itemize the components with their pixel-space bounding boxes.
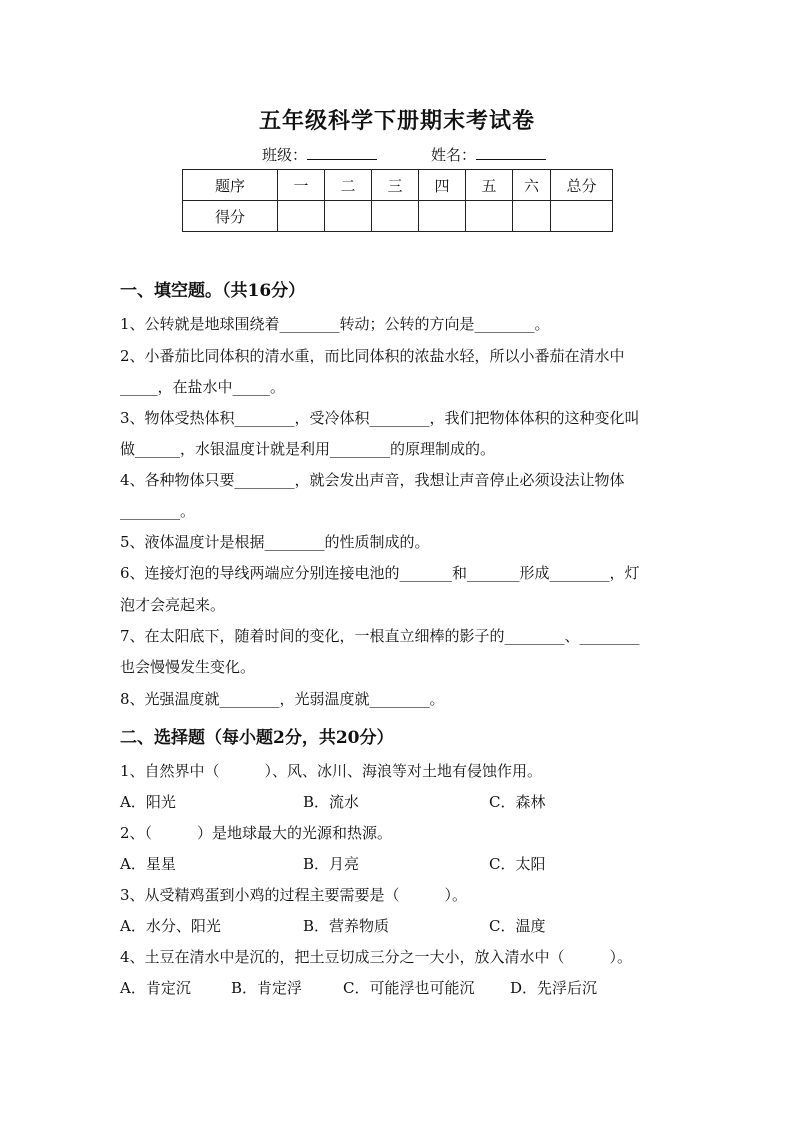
question-stem: 1、自然界中（ ）、风、冰川、海浪等对土地有侵蚀作用。: [120, 762, 543, 780]
question-stem: 3、从受精鸡蛋到小鸡的过程主要需要是（ ）。: [120, 886, 468, 904]
score-cell: 四: [419, 170, 466, 201]
question-line: 6、连接灯泡的导线两端应分别连接电池的_______和_______形成________，灯: [120, 564, 640, 582]
question-line: 8、光强温度就________，光弱温度就________。: [120, 690, 445, 708]
question-line: 5、液体温度计是根据________的性质制成的。: [120, 533, 430, 551]
class-blank[interactable]: [307, 147, 377, 160]
score-table: [182, 169, 613, 232]
option-c[interactable]: C．可能浮也可能沉: [343, 979, 475, 997]
option-a[interactable]: A．肯定沉: [120, 979, 191, 997]
score-input-cell[interactable]: [372, 201, 419, 232]
score-input-cell[interactable]: [419, 201, 466, 232]
option-c[interactable]: C．森林: [489, 793, 546, 811]
score-cell: 总分: [551, 170, 613, 201]
score-table-header-row: [183, 170, 613, 201]
option-a[interactable]: A．水分、阳光: [120, 917, 221, 935]
option-c[interactable]: C．太阳: [489, 855, 546, 873]
class-label: 班级：: [262, 146, 308, 164]
question-line: 4、各种物体只要________，就会发出声音，我想让声音停止必须设法让物体: [120, 471, 625, 489]
question-line: _____，在盐水中_____。: [120, 378, 286, 396]
score-cell: 题序: [183, 170, 278, 201]
score-cell: 五: [466, 170, 513, 201]
score-input-cell[interactable]: [513, 201, 551, 232]
name-blank[interactable]: [476, 147, 546, 160]
score-input-cell[interactable]: [325, 201, 372, 232]
score-cell: 一: [278, 170, 325, 201]
option-b[interactable]: B．月亮: [303, 855, 360, 873]
page-title: 五年级科学下册期末考试卷: [258, 108, 535, 134]
name-label: 姓名：: [431, 146, 477, 164]
name-field: [431, 144, 546, 165]
score-table-score-row: [183, 201, 613, 232]
option-c[interactable]: C．温度: [489, 917, 546, 935]
score-cell: 得分: [183, 201, 278, 232]
question-line: 做______，水银温度计就是利用________的原理制成的。: [120, 440, 496, 458]
option-b[interactable]: B．营养物质: [303, 917, 390, 935]
score-cell: 二: [325, 170, 372, 201]
score-cell: 三: [372, 170, 419, 201]
score-input-cell[interactable]: [278, 201, 325, 232]
question-line: 3、物体受热体积________，受冷体积________，我们把物体体积的这种变化叫: [120, 409, 640, 427]
option-a[interactable]: A．星星: [120, 855, 176, 873]
question-stem: 4、土豆在清水中是沉的，把土豆切成三分之一大小，放入清水中（ ）。: [120, 948, 633, 966]
question-line: 泡才会亮起来。: [120, 596, 226, 614]
score-input-cell[interactable]: [466, 201, 513, 232]
question-stem: 2、（ ）是地球最大的光源和热源。: [120, 824, 393, 842]
option-d[interactable]: D．先浮后沉: [510, 979, 598, 997]
question-line: 2、小番茄比同体积的清水重，而比同体积的浓盐水轻，所以小番茄在清水中: [120, 347, 625, 365]
question-line: 7、在太阳底下，随着时间的变化，一根直立细棒的影子的________、________: [120, 627, 640, 645]
question-line: 也会慢慢发生变化。: [120, 658, 256, 676]
option-b[interactable]: B．流水: [303, 793, 360, 811]
option-a[interactable]: A．阳光: [120, 793, 176, 811]
score-cell: 六: [513, 170, 551, 201]
section2-heading: 二、选择题（每小题2分，共20分）: [120, 728, 394, 748]
section1-heading: 一、填空题。（共16分）: [120, 281, 306, 301]
class-field: [262, 144, 377, 165]
question-line: 1、公转就是地球围绕着________转动；公转的方向是________。: [120, 315, 550, 333]
question-line: ________。: [120, 502, 196, 520]
option-b[interactable]: B．肯定浮: [231, 979, 303, 997]
score-input-cell[interactable]: [551, 201, 613, 232]
